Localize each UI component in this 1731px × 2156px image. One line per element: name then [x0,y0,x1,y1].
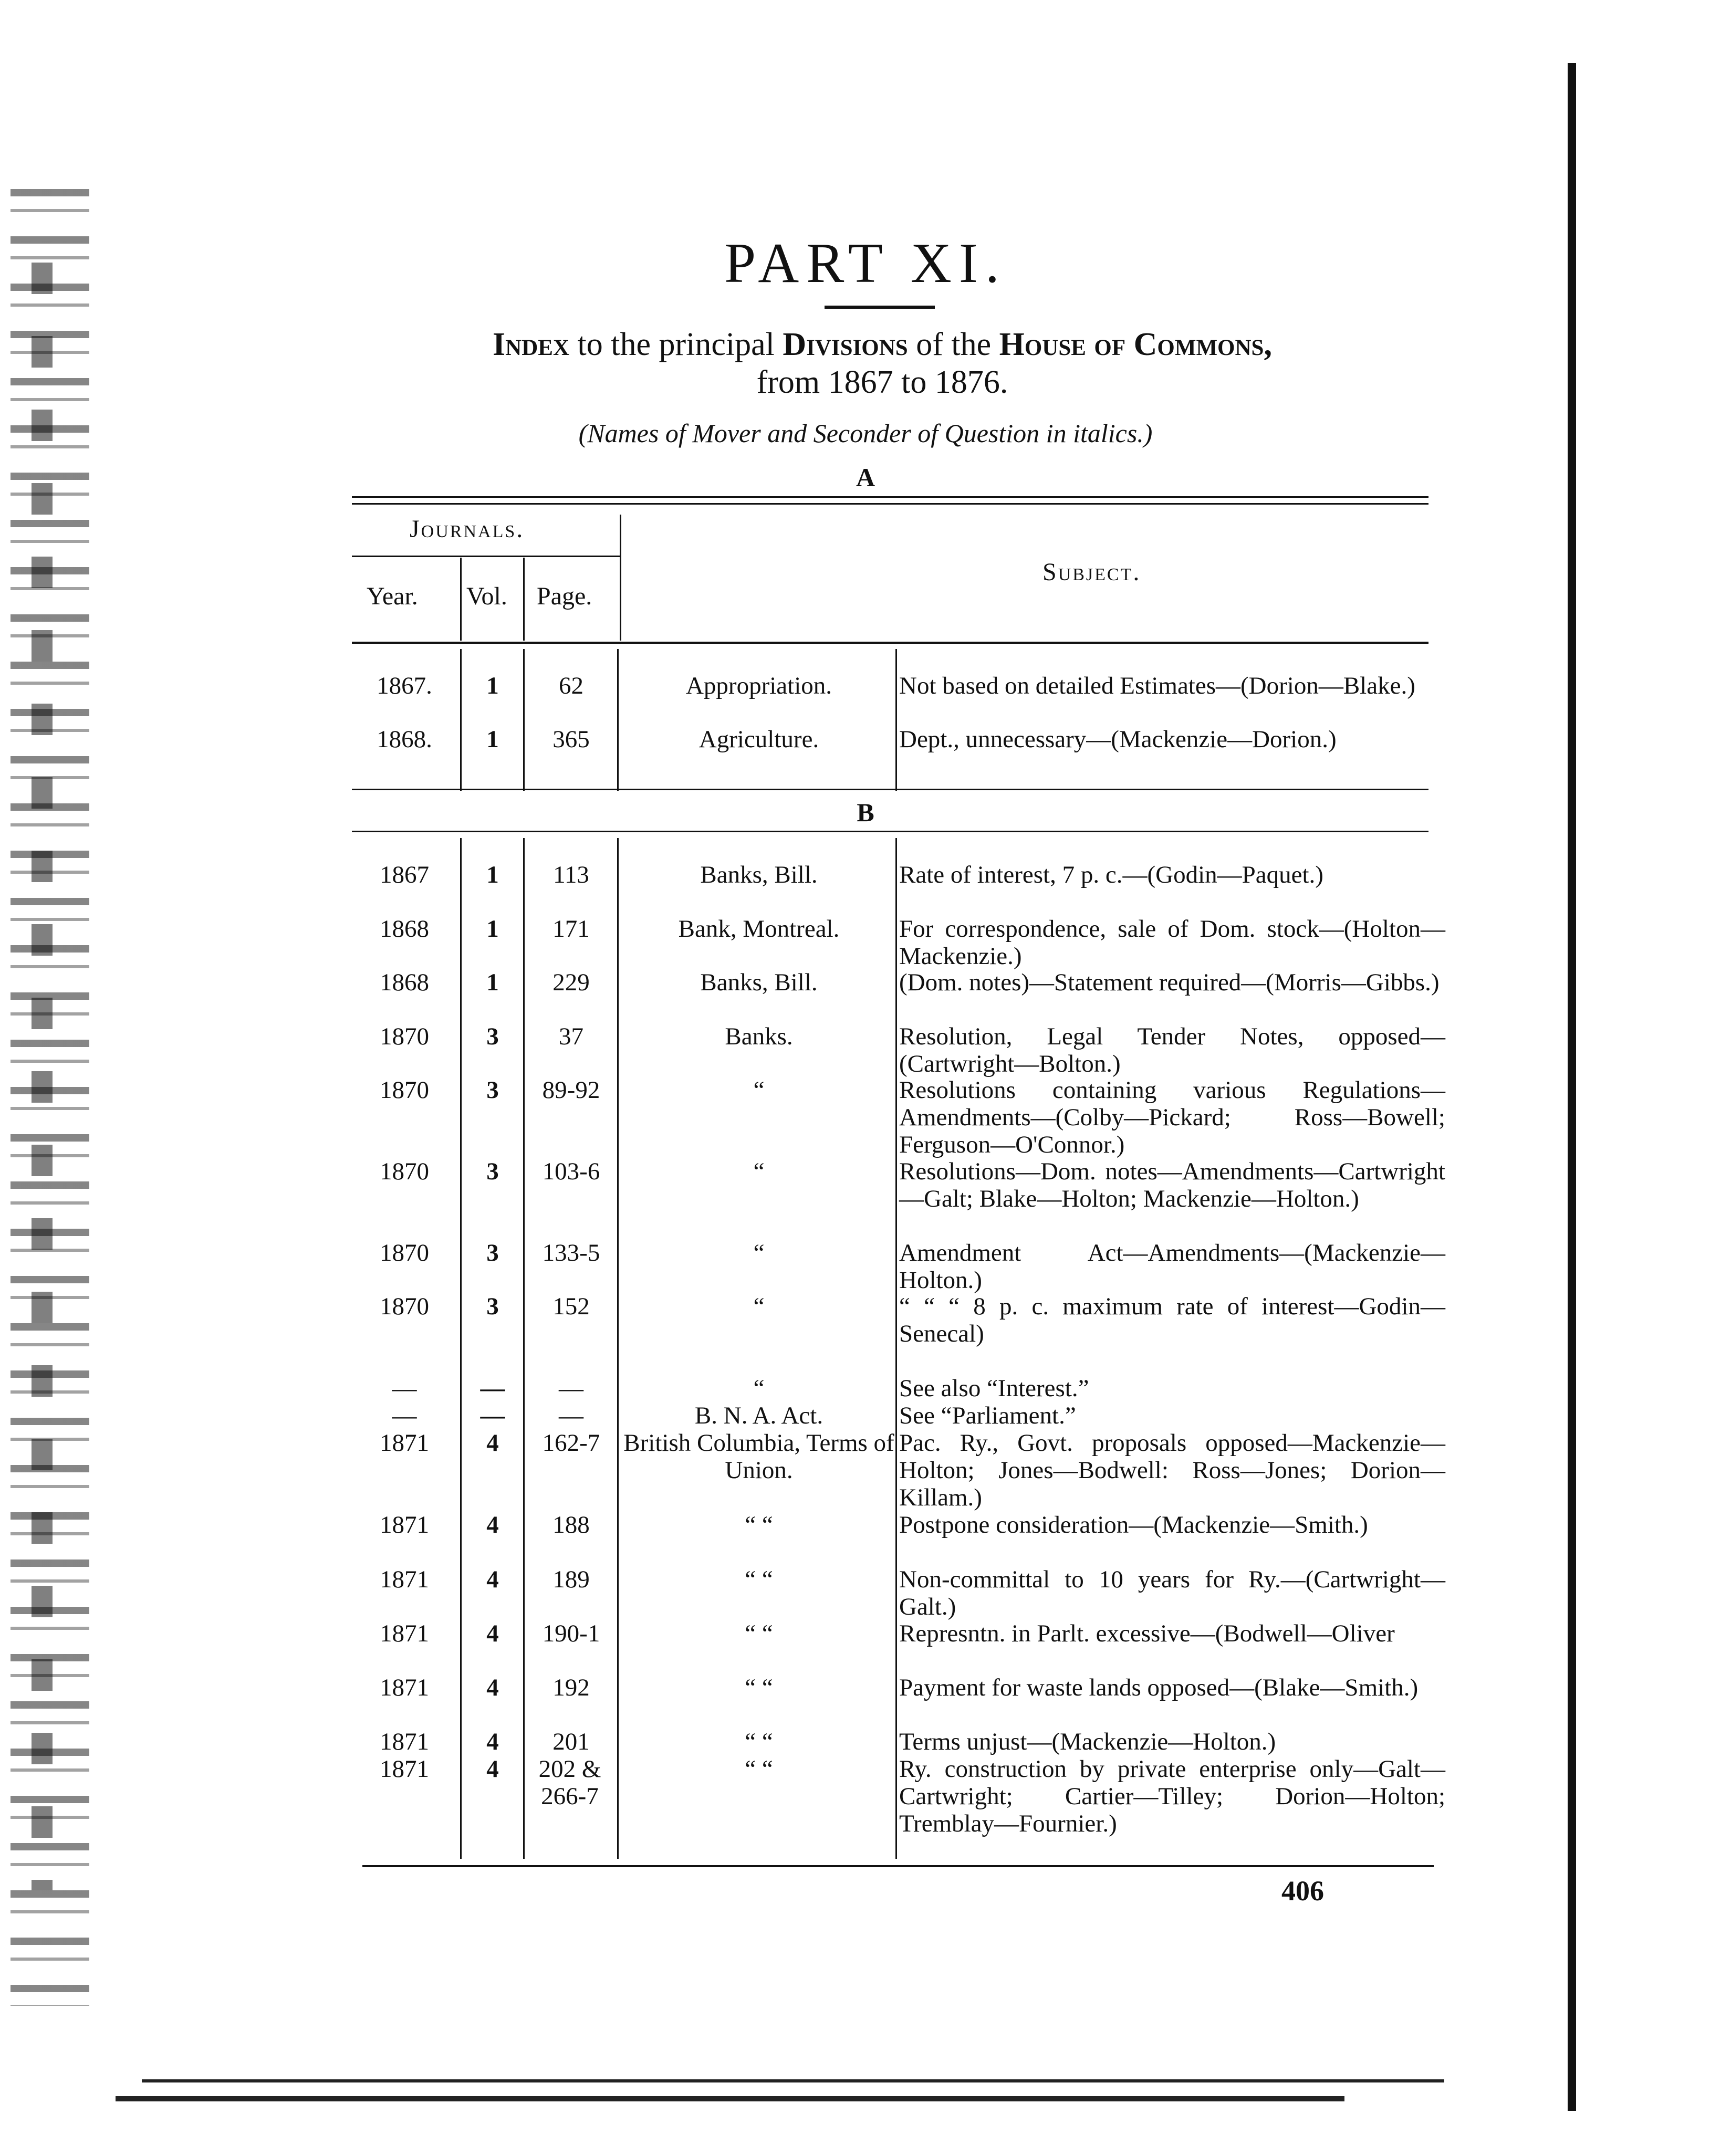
row-topic: Banks, Bill. [700,969,818,996]
row-year: 1868. [377,726,432,753]
table-bottom-rule [362,1865,1434,1867]
row-detail: Represntn. in Parlt. excessive—(Bodwell—Oliver [899,1620,1395,1647]
a-divider-topic-detail [895,649,897,791]
row-year: 1867 [380,861,429,888]
row-page: 201 [552,1728,590,1755]
page-number: 406 [1281,1875,1324,1907]
row-topic: Agriculture. [698,726,819,753]
row-year: — [392,1375,417,1402]
row-year: 1870 [380,1239,429,1267]
italics-note: (Names of Mover and Seconder of Question in italics.) [578,418,1153,448]
row-detail: Rate of interest, 7 p. c.—(Godin—Paquet.) [899,861,1323,888]
row-topic: “ [753,1239,765,1267]
row-detail: For correspondence, sale of Dom. stock—(Holton—Mackenzie.) [899,915,1445,970]
row-year: 1871 [380,1755,429,1783]
row-page: 365 [552,726,590,753]
row-detail: Resolutions—Dom. notes—Amendments—Cartwright—Galt; Blake—Holton; Mackenzie—Holton.) [899,1158,1445,1212]
row-page: — [559,1402,583,1429]
row-year: 1871 [380,1511,429,1538]
section-letter-a: A [856,463,875,492]
table-top-rule-2 [352,503,1428,505]
row-topic: Banks. [725,1023,793,1050]
row-detail: Payment for waste lands opposed—(Blake—Smith.) [899,1674,1419,1701]
row-page: 89-92 [542,1076,600,1104]
row-vol: 1 [486,861,499,888]
row-vol: 3 [486,1023,499,1050]
row-year: 1867. [377,672,432,699]
row-vol: — [480,1402,505,1429]
row-year: 1871 [380,1674,429,1701]
row-detail: Dept., unnecessary—(Mackenzie—Dorion.) [899,726,1337,753]
row-vol: 4 [486,1755,499,1783]
row-year: 1871 [380,1566,429,1593]
row-topic: “ “ [745,1566,773,1593]
row-year: 1871 [380,1728,429,1755]
row-page: 152 [552,1293,590,1320]
index-title-line2: from 1867 to 1876. [756,364,1008,400]
row-page: 188 [552,1511,590,1538]
row-vol: 3 [486,1239,499,1267]
row-page: 190-1 [542,1620,600,1647]
row-topic: “ “ [745,1620,773,1647]
subject-header: Subject. [1042,558,1141,586]
row-topic: British Columbia, Terms of Union. [623,1429,894,1484]
row-topic: “ “ [745,1674,773,1701]
header-divider-vol-page [523,558,525,641]
row-topic: “ [753,1375,765,1402]
table-top-rule [352,496,1428,498]
scan-binding-marks [32,263,53,1890]
row-page: 62 [559,672,583,699]
row-vol: 4 [486,1674,499,1701]
row-vol: 4 [486,1620,499,1647]
row-year: 1868 [380,969,429,996]
row-vol: 4 [486,1429,499,1457]
row-detail: Amendment Act—Amendments—(Mackenzie—Holton.) [899,1239,1445,1294]
row-year: 1870 [380,1293,429,1320]
row-detail: Pac. Ry., Govt. proposals opposed—Mackenzie—Holton; Jones—Bodwell: Ross—Jones; Dorion—Killam.) [899,1429,1445,1511]
row-topic: Bank, Montreal. [678,915,840,943]
part-title: PART XI. [724,232,1007,295]
journals-rule [352,556,620,557]
index-title [336,326,1428,401]
row-page: 113 [553,861,589,888]
header-divider-page-subject [620,515,621,641]
row-topic: “ “ [745,1755,773,1783]
scan-bottom-rule-2 [116,2096,1344,2101]
row-vol: 1 [486,672,499,699]
row-detail: Resolution, Legal Tender Notes, opposed—(Cartwright—Bolton.) [899,1023,1445,1077]
of-the-words: of the [916,327,992,362]
page-header: Page. [537,582,592,610]
row-year: 1870 [380,1158,429,1185]
row-detail: (Dom. notes)—Statement required—(Morris—Gibbs.) [899,969,1440,996]
index-title-line1 [336,326,1428,363]
row-detail: “ “ “ 8 p. c. maximum rate of interest—Godin—Senecal) [899,1293,1445,1347]
row-detail: Terms unjust—(Mackenzie—Holton.) [899,1728,1276,1755]
row-vol: 1 [486,726,499,753]
row-vol: 1 [486,969,499,996]
row-detail: Ry. construction by private enterprise only—Galt—Cartwright; Cartier—Tilley; Dorion—Holton; Tremblay—Fournier.) [899,1755,1445,1837]
row-year: 1871 [380,1429,429,1457]
row-vol: 3 [486,1293,499,1320]
row-page: 162-7 [542,1429,600,1457]
year-header: Year. [367,582,418,610]
b-divider-page-topic [617,838,619,1859]
row-year: 1870 [380,1023,429,1050]
row-vol: 4 [486,1728,499,1755]
row-vol: 3 [486,1158,499,1185]
row-page: 192 [552,1674,590,1701]
row-page: 202 & 266-7 [538,1755,601,1810]
row-vol: 4 [486,1511,499,1538]
house-of-commons-words: House of Commons, [999,327,1272,362]
row-detail: Resolutions containing various Regulations—Amendments—(Colby—Pickard; Ross—Bowell; Ferguson—O'Connor.) [899,1076,1445,1158]
journals-header: Journals. [410,515,525,543]
section-b-bottom-rule [352,831,1428,832]
row-topic: “ [753,1158,765,1185]
row-topic: B. N. A. Act. [694,1402,823,1429]
row-vol: 1 [486,915,499,943]
row-page: 103-6 [542,1158,600,1185]
header-bottom-rule [352,642,1428,644]
row-page: 133-5 [542,1239,600,1267]
row-page: 37 [559,1023,583,1050]
scan-bottom-rule [142,2079,1444,2082]
row-vol: — [480,1375,505,1402]
scan-right-edge [1568,63,1576,2111]
row-vol: 4 [486,1566,499,1593]
row-detail: See “Parliament.” [899,1402,1076,1429]
row-detail: Postpone consideration—(Mackenzie—Smith.) [899,1511,1368,1538]
divisions-word: Divisions [783,327,908,362]
row-vol: 3 [486,1076,499,1104]
header-divider-year-vol [460,558,462,641]
row-detail: See also “Interest.” [899,1375,1089,1402]
row-page: 189 [552,1566,590,1593]
section-b-top-rule [352,789,1428,790]
index-word: Index [493,327,570,362]
row-year: 1868 [380,915,429,943]
vol-header: Vol. [466,582,507,610]
a-divider-page-topic [617,649,619,791]
row-topic: “ “ [745,1728,773,1755]
row-topic: Appropriation. [685,672,832,699]
row-detail: Non-committal to 10 years for Ry.—(Cartwright—Galt.) [899,1566,1445,1620]
row-page: 171 [552,915,590,943]
section-letter-b: B [857,798,874,827]
row-topic: “ [753,1076,765,1104]
b-divider-topic-detail [895,838,897,1859]
row-topic: “ [753,1293,765,1320]
row-page: 229 [552,969,590,996]
row-page: — [559,1375,583,1402]
a-divider-year-vol [460,649,462,791]
row-year: 1870 [380,1076,429,1104]
row-detail: Not based on detailed Estimates—(Dorion—Blake.) [899,672,1415,699]
row-topic: “ “ [745,1511,773,1538]
index-words: to the principal [577,327,775,362]
row-year: 1871 [380,1620,429,1647]
a-divider-vol-page [523,649,525,791]
title-underline [825,306,935,309]
row-year: — [392,1402,417,1429]
row-topic: Banks, Bill. [700,861,818,888]
